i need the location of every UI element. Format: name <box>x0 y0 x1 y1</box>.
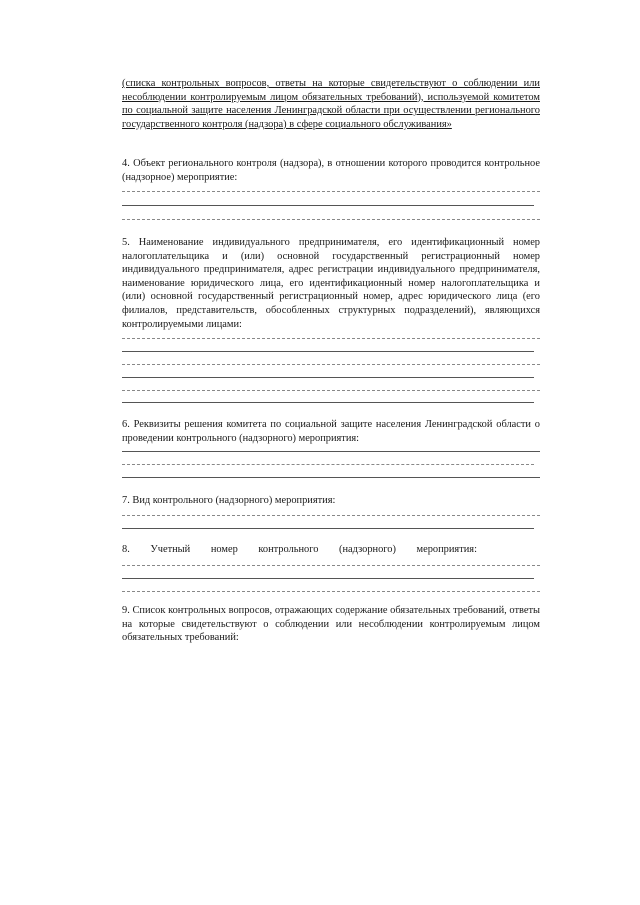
blank-line <box>122 515 540 516</box>
section-7-text: 7. Вид контрольного (надзорного) мероприятия: <box>122 495 336 506</box>
blank-line <box>122 377 534 378</box>
blank-line <box>122 578 534 579</box>
blank-line <box>122 191 540 192</box>
section-6-text: 6. Реквизиты решения комитета по социальной защите населения Ленинградской области о проведении контрольного (надзорного) мероприятия: <box>122 419 540 444</box>
section-5-text: 5. Наименование индивидуального предпринимателя, его идентификационный номер налогоплательщика и (или) основной государственный регистрационный номер индивидуального предпринимателя, адрес регистрации индивидуального предпринимателя, наименование юридического лица, его идентификационный номер налогоплательщика и (или) основной государственный регистрационный номер, адрес юридического лица (его филиалов, представительств, обособленных структурных подразделений), являющихся контролируемыми лицами: <box>122 237 540 330</box>
blank-line <box>122 565 540 566</box>
blank-line <box>122 351 534 352</box>
blank-line <box>122 364 540 365</box>
section-9-text: 9. Список контрольных вопросов, отражающих содержание обязательных требований, ответы на которые свидетельствуют о соблюдении или несоблюдении контролируемым лицом обязательных требований: <box>122 605 540 644</box>
blank-line <box>122 451 540 452</box>
header-text: (списка контрольных вопросов, ответы на которые свидетельствуют о соблюдении или несоблюдении контролируемым лицом обязательных требований), используемой комитетом по социальной защите населения Ленинградской области при осуществлении регионального государственного контроля (надзора) в сфере социального обслуживания» <box>122 78 540 130</box>
blank-line <box>122 477 540 478</box>
section-8-text: 8. Учетный номер контрольного (надзорного) мероприятия: <box>122 544 477 555</box>
blank-line <box>122 402 534 403</box>
blank-line <box>122 591 540 592</box>
blank-line <box>122 528 534 529</box>
blank-line <box>122 390 540 391</box>
blank-line <box>122 219 540 220</box>
blank-line <box>122 464 534 465</box>
section-4-text: 4. Объект регионального контроля (надзора), в отношении которого проводится контрольное (надзорное) мероприятие: <box>122 158 540 183</box>
blank-line <box>122 205 534 206</box>
blank-line <box>122 338 540 339</box>
